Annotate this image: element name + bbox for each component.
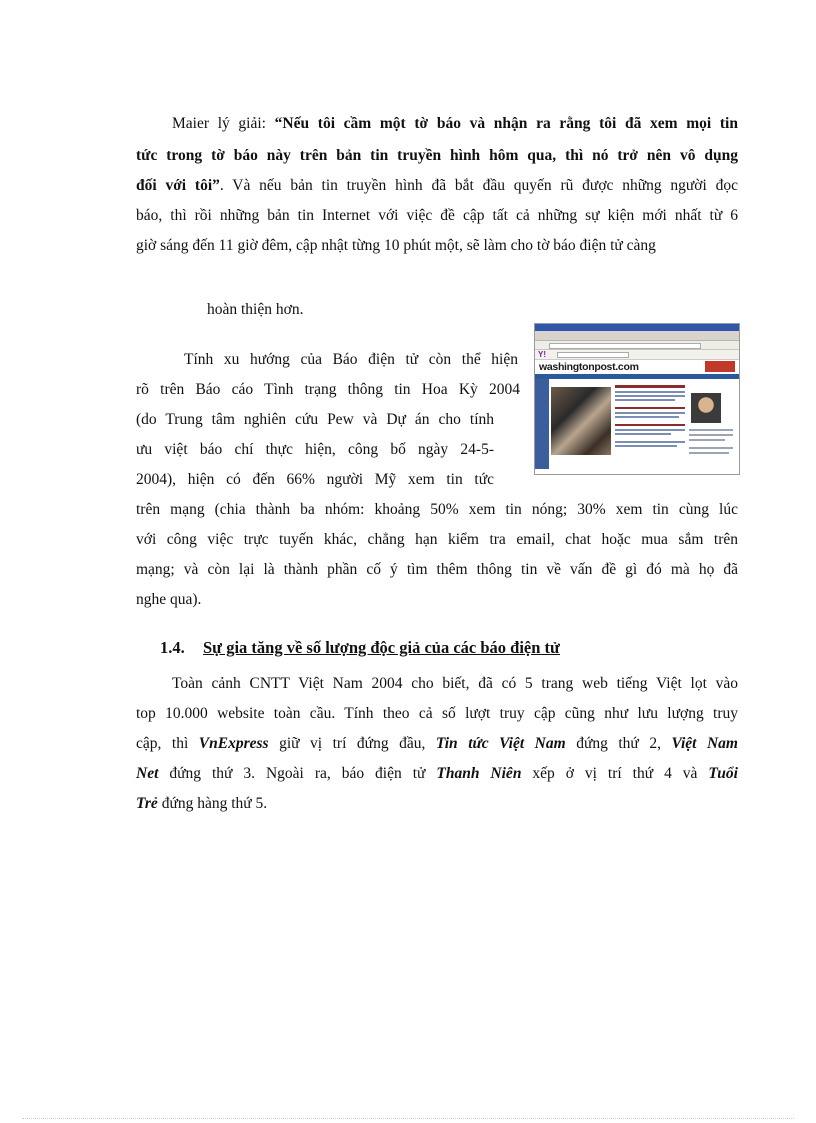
site-name-net: Net bbox=[136, 765, 159, 782]
paragraph-1-line-3 bbox=[136, 176, 738, 196]
section-number: 1.4. bbox=[160, 638, 185, 657]
paragraph-2-line-1: Tính xu hướng của Báo điện tử còn thể hiện bbox=[184, 351, 518, 368]
header-ad bbox=[705, 361, 735, 372]
section-title: Sự gia tăng về số lượng độc giả của các báo điện tử bbox=[203, 638, 560, 657]
paragraph-2-line-4: ưu việt báo chí thực hiện, công bố ngày 24-5- bbox=[136, 441, 494, 458]
section-heading bbox=[160, 638, 560, 658]
site-name-tin-tuc-viet-nam: Tin tức Việt Nam bbox=[435, 735, 566, 752]
text-stripe bbox=[615, 441, 685, 443]
paragraph-1-line-5: giờ sáng đến 11 giờ đêm, cập nhật từng 10 phút một, sẽ làm cho tờ báo điện tử càng bbox=[136, 237, 656, 254]
paragraph-2-line-2: rõ trên Báo cáo Tình trạng thông tin Hoa Kỳ 2004 bbox=[136, 381, 520, 398]
site-name-thanh-nien: Thanh Niên bbox=[436, 765, 522, 782]
site-name-tre: Trẻ bbox=[136, 795, 158, 812]
paragraph-3-line-1: Toàn cảnh CNTT Việt Nam 2004 cho biết, đã có 5 trang web tiếng Việt lọt vào bbox=[172, 675, 738, 692]
site-sidebar bbox=[535, 379, 549, 469]
text-run: xếp ở vị trí thứ 4 và bbox=[521, 765, 709, 782]
paragraph-1-line-6: hoàn thiện hơn. bbox=[207, 301, 304, 318]
paragraph-1-line-2: tức trong tờ báo này trên bản tin truyền hình hôm qua, thì nó trở nên vô dụng bbox=[136, 147, 738, 164]
text-stripe bbox=[615, 445, 677, 447]
text-stripe bbox=[615, 412, 685, 414]
browser-titlebar bbox=[535, 324, 739, 331]
site-name-viet-nam: Việt Nam bbox=[671, 735, 738, 752]
text-run: Maier lý giải: bbox=[172, 115, 275, 132]
paragraph-3-line-2: top 10.000 website toàn cầu. Tính theo cả số lượt truy cập cũng như lưu lượng truy bbox=[136, 705, 738, 722]
text-stripe bbox=[689, 434, 733, 436]
paragraph-2-line-5: 2004), hiện có đến 66% người Mỹ xem tin tức bbox=[136, 471, 494, 488]
paragraph-2-line-9: nghe qua). bbox=[136, 591, 202, 608]
text-stripe bbox=[615, 416, 679, 418]
paragraph-2-line-8: mạng; và còn lại là thành phần cố ý tìm thêm thông tin về vấn đề gì đó mà họ đã bbox=[136, 561, 738, 578]
site-content bbox=[535, 379, 739, 469]
browser-toolbar bbox=[535, 331, 739, 341]
text-stripe bbox=[689, 439, 725, 441]
text-stripe bbox=[615, 433, 671, 435]
text-run: đứng hàng thứ 5. bbox=[157, 795, 268, 812]
paragraph-3-line-4 bbox=[136, 764, 738, 784]
site-name-tuoi: Tuổi bbox=[708, 765, 738, 782]
headline-bar bbox=[615, 385, 685, 388]
paragraph-2-line-3: (do Trung tâm nghiên cứu Pew và Dự án cho tính bbox=[136, 411, 494, 428]
text-run: cập, thì bbox=[136, 735, 199, 752]
paragraph-2-line-7: với công việc trực tuyến khác, chẳng hạn kiểm tra email, chat hoặc mua sắm trên bbox=[136, 531, 738, 548]
news-photo bbox=[551, 387, 611, 455]
text-run: giữ vị trí đứng đầu, bbox=[268, 735, 436, 752]
site-name-vnexpress: VnExpress bbox=[198, 735, 269, 752]
text-stripe bbox=[615, 429, 685, 431]
text-stripe bbox=[689, 447, 733, 449]
portrait-photo bbox=[691, 393, 721, 423]
site-header bbox=[535, 360, 739, 374]
text-run: . Và nếu bản tin truyền hình đã bắt đầu quyến rũ được những người đọc bbox=[219, 177, 738, 194]
paragraph-3-line-3 bbox=[136, 734, 738, 754]
bold-quote: “Nếu tôi cầm một tờ báo và nhận ra rằng tôi đã xem mọi tin bbox=[274, 115, 738, 132]
bold-quote-end: đối với tôi” bbox=[136, 177, 220, 194]
washingtonpost-screenshot-figure bbox=[534, 323, 740, 475]
page-bottom-rule bbox=[22, 1118, 794, 1119]
yahoo-toolbar bbox=[535, 350, 739, 360]
text-stripe bbox=[615, 391, 685, 393]
text-run: đứng thứ 2, bbox=[565, 735, 672, 752]
paragraph-3-line-5 bbox=[136, 794, 738, 814]
text-stripe bbox=[615, 399, 675, 401]
text-run: đứng thứ 3. Ngoài ra, báo điện tử bbox=[158, 765, 437, 782]
paragraph-1-line-1 bbox=[136, 114, 738, 134]
text-stripe bbox=[615, 407, 685, 409]
paragraph-1-line-4: báo, thì rồi những bản tin Internet với việc đề cập tất cả những sự kiện mới nhất từ 6 bbox=[136, 207, 738, 224]
text-stripe bbox=[689, 429, 733, 431]
paragraph-2-line-6: trên mạng (chia thành ba nhóm: khoảng 50% xem tin nóng; 30% xem tin cùng lúc bbox=[136, 501, 738, 518]
text-stripe bbox=[615, 395, 685, 397]
browser-address-bar bbox=[535, 341, 739, 350]
text-stripe bbox=[615, 424, 685, 426]
yahoo-icon: Y! bbox=[538, 350, 546, 359]
text-stripe bbox=[689, 452, 729, 454]
site-logo: washingtonpost.com bbox=[539, 361, 639, 373]
